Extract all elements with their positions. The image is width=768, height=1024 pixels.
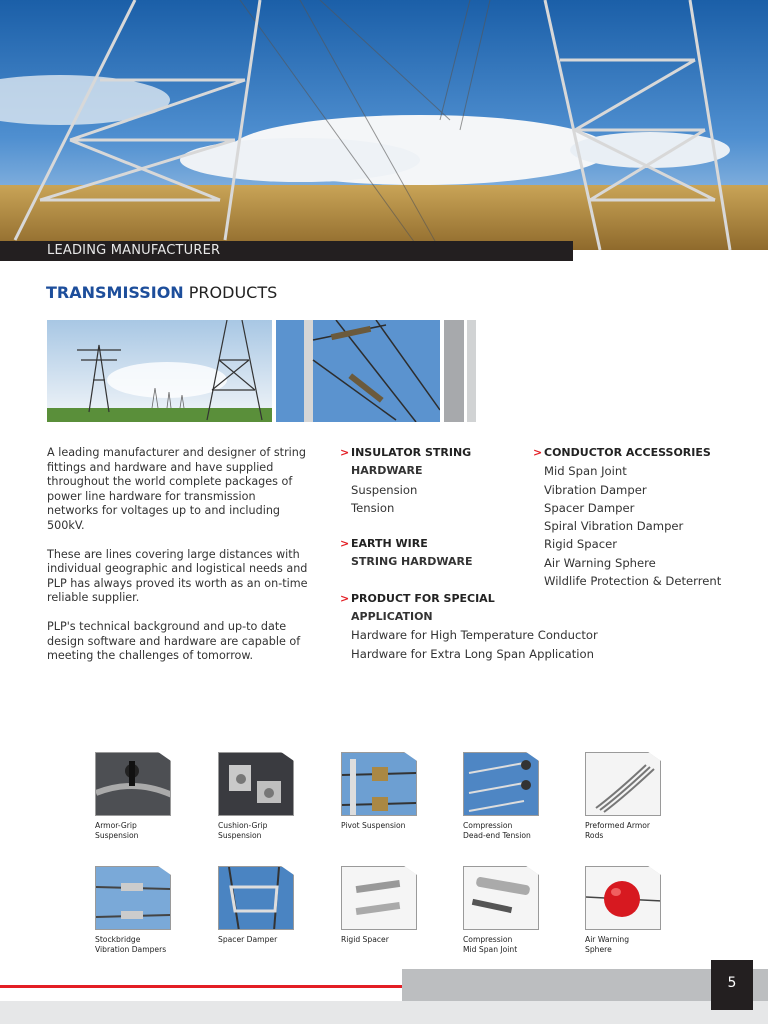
cushion-grip-suspension-image: [218, 752, 294, 816]
intro-text: [47, 446, 309, 678]
tile-caption: Armor-Grip Suspension: [95, 821, 139, 840]
earth-wire-heading: > EARTH WIRE: [340, 535, 640, 553]
product-list-right: [533, 444, 763, 590]
compression-mid-span-joint-image: [463, 866, 539, 930]
tile-caption: Rigid Spacer: [341, 935, 389, 944]
tile-caption: Compression Mid Span Joint: [463, 935, 518, 954]
insulator-heading-2: HARDWARE: [351, 464, 423, 478]
list-item: Rigid Spacer: [544, 537, 617, 552]
list-item: Air Warning Sphere: [544, 555, 656, 570]
list-item: Mid Span Joint: [544, 464, 627, 479]
hero-band: [0, 241, 573, 261]
hero-band-label: LEADING MANUFACTURER: [47, 243, 221, 258]
list-item: Hardware for High Temperature Conductor: [351, 628, 598, 643]
towers-photo: [47, 320, 272, 422]
tile-caption: Stockbridge Vibration Dampers: [95, 935, 167, 954]
list-item: Suspension: [351, 482, 418, 497]
spacer-damper-image: [218, 866, 294, 930]
hero-image: [0, 0, 768, 250]
earth-wire-heading-2: STRING HARDWARE: [351, 555, 473, 569]
intro-paragraph: These are lines covering large distances with individual geographic and logistical needs and PLP has always proved its worth as an on-time reliable supplier.: [47, 547, 308, 605]
product-tile: [341, 752, 451, 831]
air-warning-sphere-image: [585, 866, 661, 930]
conductor-heading: > CONDUCTOR ACCESSORIES: [533, 444, 763, 462]
page-title: [46, 283, 277, 302]
insulator-heading: > INSULATOR STRING: [340, 444, 640, 462]
special-heading: > PRODUCT FOR SPECIAL: [340, 590, 640, 608]
tile-caption: Cushion-Grip Suspension: [218, 821, 268, 840]
product-tile: [585, 866, 695, 954]
list-item: Hardware for Extra Long Span Application: [351, 646, 594, 661]
decorative-bar-light: [467, 320, 476, 422]
tile-caption: Pivot Suspension: [341, 821, 406, 830]
product-tile: [341, 866, 451, 945]
list-item: Wildlife Protection & Deterrent: [544, 574, 722, 589]
tile-caption: Compression Dead-end Tension: [463, 821, 531, 840]
list-item: Spacer Damper: [544, 500, 635, 515]
page-title-rest: PRODUCTS: [188, 283, 278, 302]
list-item: Spiral Vibration Damper: [544, 519, 684, 534]
special-group: [340, 590, 640, 663]
list-item: Vibration Damper: [544, 482, 647, 497]
intro-paragraph: PLP's technical background and up-to date design software and hardware are capable of meeting the challenges of tomorrow.: [47, 619, 301, 663]
list-item: Tension: [351, 500, 395, 515]
insulator-photo: [276, 320, 440, 422]
product-tile: [95, 866, 205, 954]
armor-grip-suspension-image: [95, 752, 171, 816]
tile-caption: Preformed Armor Rods: [585, 821, 651, 840]
page-title-accent: TRANSMISSION: [46, 283, 184, 302]
stockbridge-vibration-dampers-image: [95, 866, 171, 930]
pivot-suspension-image: [341, 752, 417, 816]
footer-bar-bottom: [0, 1001, 768, 1024]
intro-paragraph: A leading manufacturer and designer of string fittings and hardware and have supplied throughout the world complete packages of power line hardware for transmission networks for voltages up to and including 500kV.: [47, 446, 306, 532]
tile-caption: Spacer Damper: [218, 935, 278, 944]
product-tile: [585, 752, 695, 840]
page-number: 5: [711, 960, 753, 1010]
preformed-armor-rods-image: [585, 752, 661, 816]
compression-dead-end-tension-image: [463, 752, 539, 816]
decorative-bar-grey: [444, 320, 464, 422]
product-tile: [218, 752, 328, 840]
tile-caption: Air Warning Sphere: [585, 935, 630, 954]
footer-bar-red: [0, 985, 402, 988]
product-tile: [463, 866, 573, 954]
special-heading-2: APPLICATION: [351, 610, 433, 624]
product-tile: [218, 866, 328, 945]
product-tile: [463, 752, 573, 840]
rigid-spacer-image: [341, 866, 417, 930]
product-tile: [95, 752, 205, 840]
